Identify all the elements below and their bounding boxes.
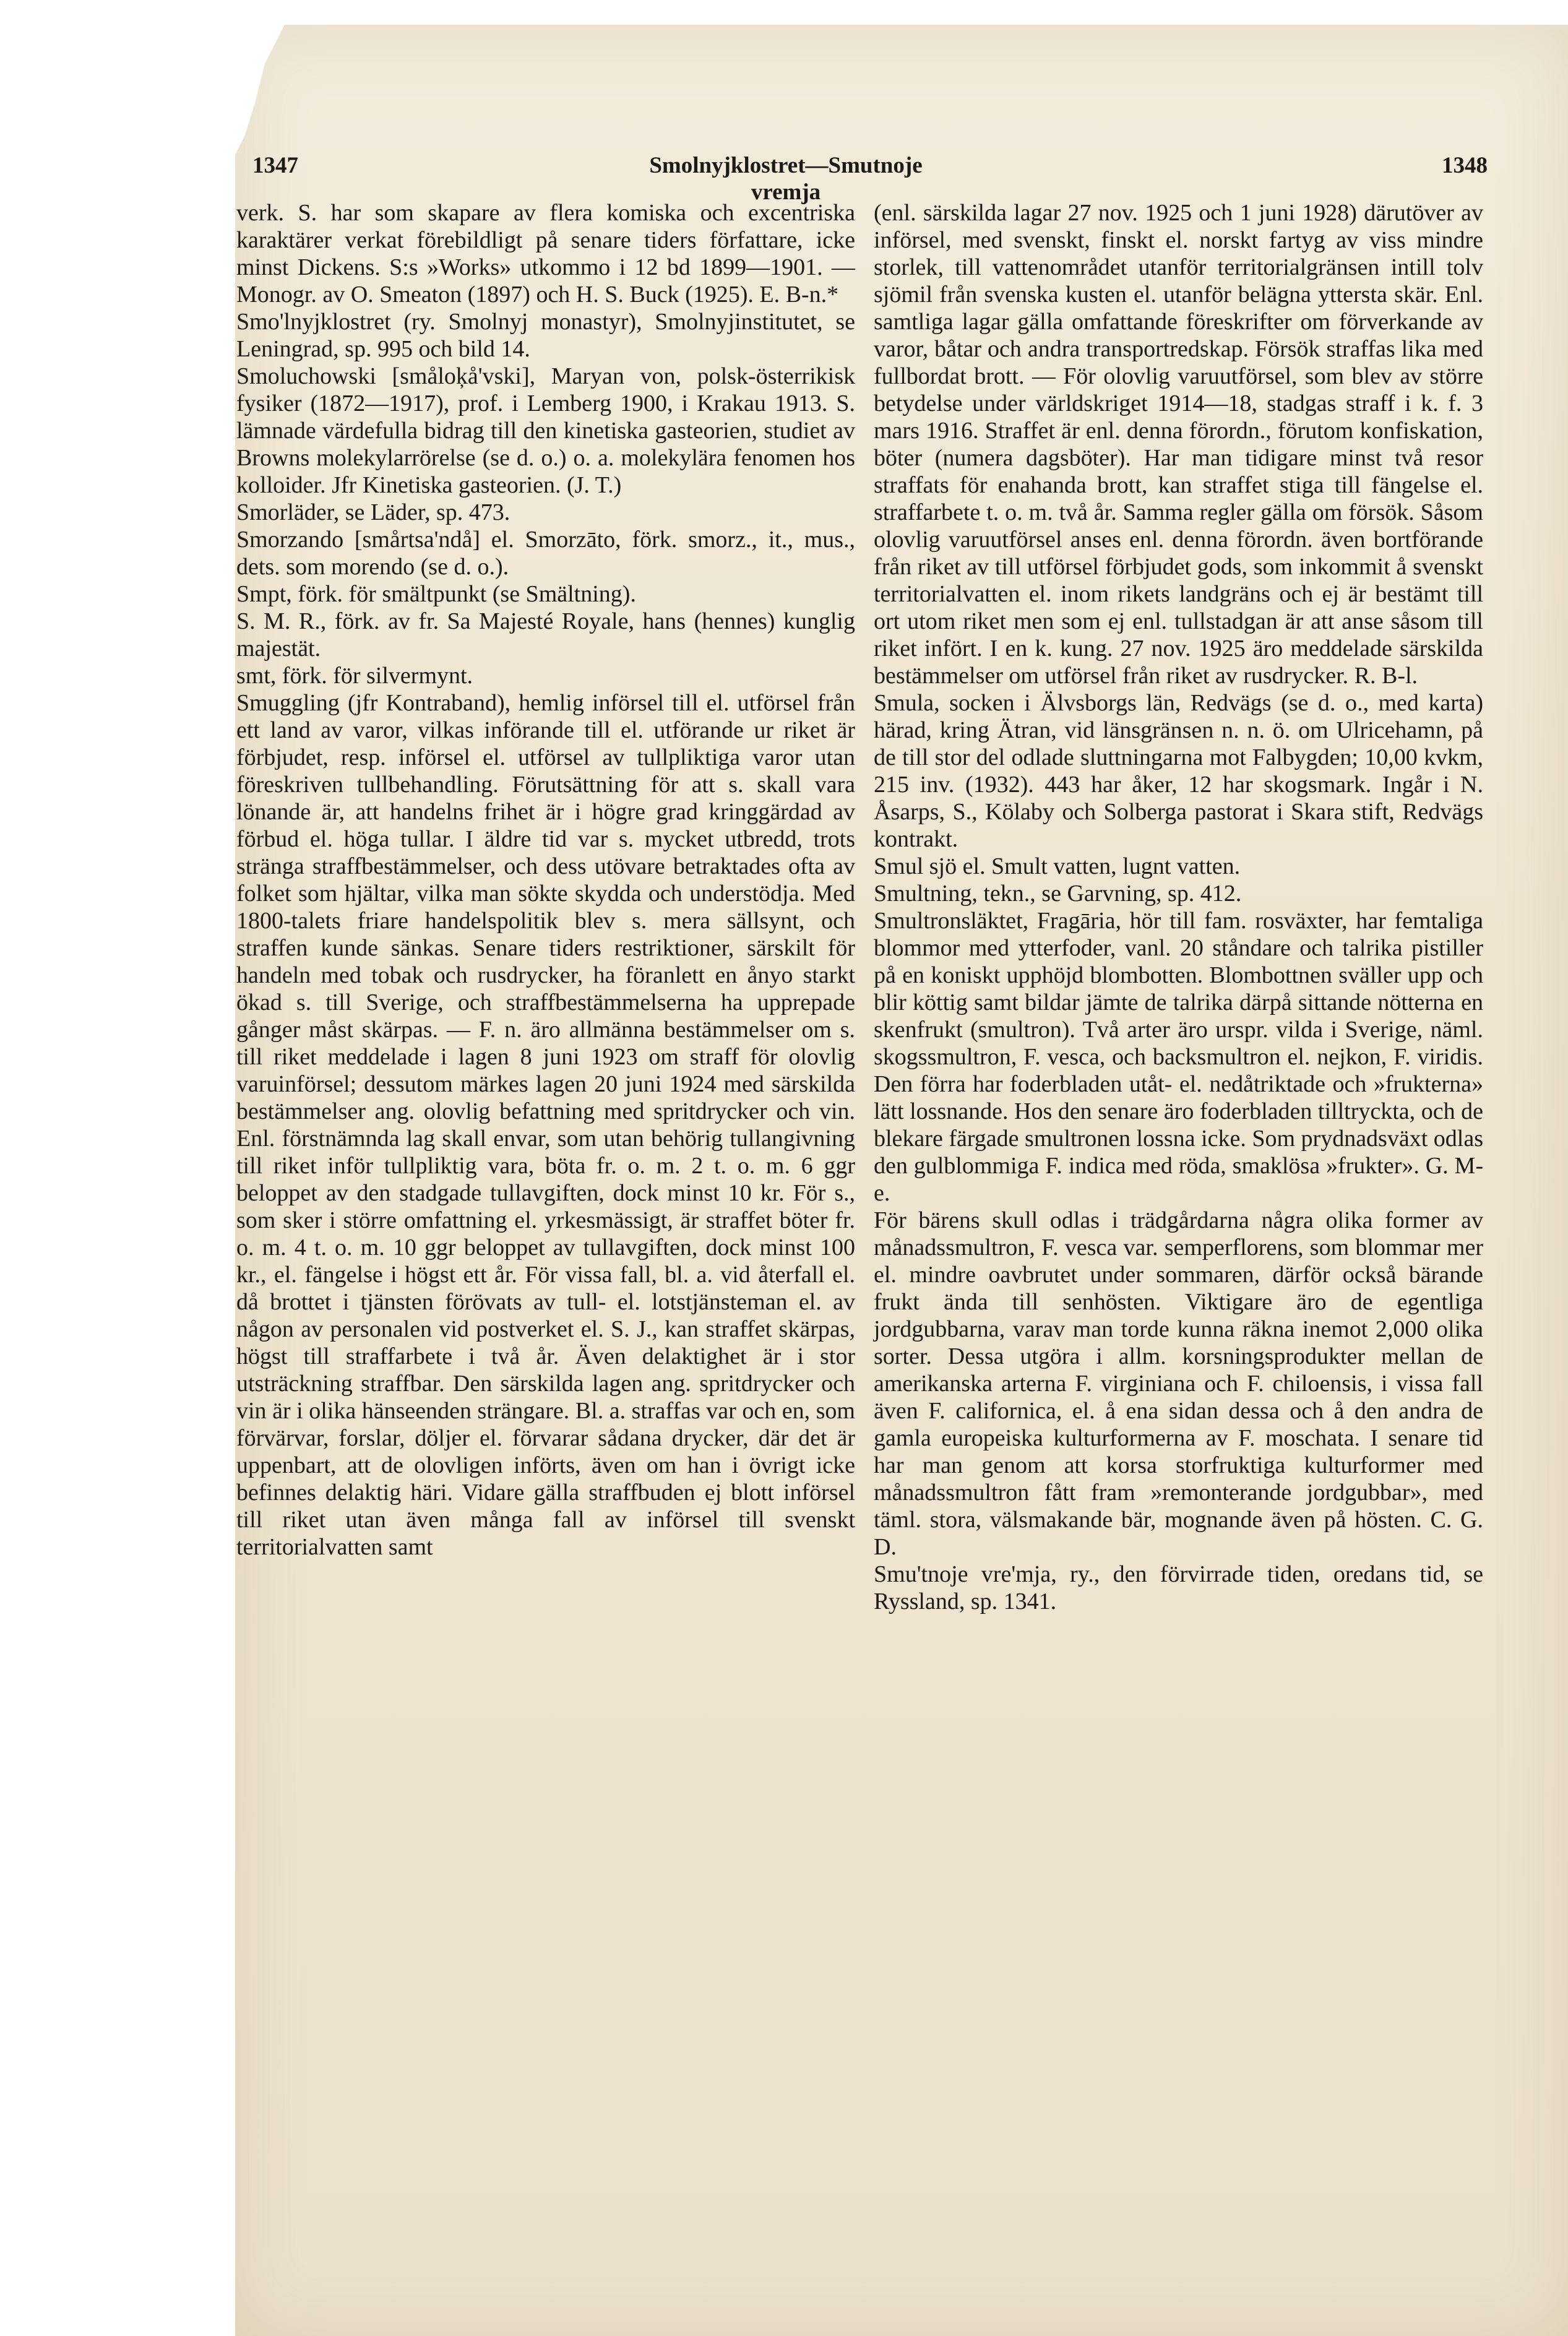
entry-smpt: Smpt, förk. för smältpunkt (se Smältning). — [236, 581, 636, 607]
page-header — [0, 152, 1568, 205]
entry-smultning: Smultning, tekn., se Garvning, sp. 412. — [874, 881, 1242, 907]
entry-smula: Smula, socken i Älvsborgs län, Redvägs (se d. o., med karta) härad, kring Ätran, vid länsgränsen n. n. ö. om Ulricehamn, på de till stor del odlade sluttningarna mot Falbygden; 10,00 kvkm, 215 inv. (1932). 443 har åker, 12 har skogsmark. Ingår i N. Åsarps, S., Kölaby och Solberga pastorat i Skara stift, Redvägs kontrakt. — [874, 690, 1483, 852]
entry-smultronslaktet: Smultronsläktet, Fragāria, hör till fam. rosväxter, har femtaliga blommor med ytterfoder, vanl. 20 ståndare och talrika pistiller på en koniskt upphöjd blombotten. Blombottnen sväller upp och blir köttig samt bildar jämte de talrika därpå sittande nötterna en skenfrukt (smultron). Två arter äro urspr. vilda i Sverige, näml. skogssmultron, F. vesca, och backsmultron el. nejkon, F. viridis. Den förra har foderbladen utåt- el. nedåtriktade och »frukterna» lätt lossnande. Hos den senare äro foderbladen tilltryckta, och de blekare färgade smultronen lossna icke. Som prydnadsväxt odlas den gulblommiga F. indica med röda, smaklösa »frukter». G. M-e. — [874, 908, 1483, 1206]
entry-smoluchowski: Smoluchowski [småloķå'vski], Maryan von, polsk-österrikisk fysiker (1872—1917), prof. i Lemberg 1900, i Krakau 1913. S. lämnade värdefulla bidrag till den kinetiska gasteorien, studiet av Browns molekylarrörelse (se d. o.) o. a. molekylära fenomen hos kolloider. Jfr Kinetiska gasteorien. (J. T.) — [236, 363, 855, 498]
entry-smuggling: Smuggling (jfr Kontraband), hemlig införsel till el. utförsel från ett land av varor, vilkas införande till el. utförande ur riket är förbjudet, resp. införsel el. utförsel av tullpliktiga varor utan föreskriven tullbehandling. Förutsättning för att s. skall vara lönande är, att handelns frihet är i högre grad kringgärdad av förbud el. höga tullar. I äldre tid var s. mycket utbredd, trots stränga straffbestämmelser, och dess utövare betraktades ofta av folket som hjältar, vilka man sökte skydda och understödja. Med 1800-talets friare handelspolitik blev s. mera sällsynt, och straffen kunde sänkas. Senare tiders restriktioner, särskilt för handeln med tobak och rusdrycker, ha föranlett en ånyo starkt ökad s. till Sverige, och straffbestämmelserna ha upprepade gånger måst skärpas. — F. n. äro allmänna bestämmelser om s. till riket meddelade i lagen 8 juni 1923 om straff för olovlig varuinförsel; dessutom märkes lagen 20 juni 1924 med särskilda bestämmelser ang. olovlig befattning med spritdrycker och vin. Enl. förstnämnda lag skall envar, som utan behörig tullangivning till riket inför tullpliktig vara, böta fr. o. m. 2 t. o. m. 6 ggr beloppet av den stadgade tullavgiften, dock minst 10 kr. För s., som sker i större omfattning el. yrkesmässigt, är straffet böter fr. o. m. 4 t. o. m. 10 ggr beloppet av tullavgiften, dock minst 100 kr., el. fängelse i högst ett år. För vissa fall, bl. a. vid återfall el. då brottet i tjänsten förövats av tull- el. lotstjänsteman el. av någon av personalen vid postverket el. S. J., kan straffet skärpas, högst till straffarbete i två år. Även delaktighet är i stor utsträckning straffbar. Den särskilda lagen ang. spritdrycker och vin är i olika hänseenden strängare. Bl. a. straffas var och en, som förvärvar, forslar, döljer el. förvarar sådana drycker, där det är uppenbart, att de olovligen införts, även om han i övrigt icke befinnes delaktig häri. Vidare gälla straffbuden ej blott införsel till riket utan även många fall av införsel till svenskt territorialvatten samt — [236, 690, 855, 1560]
entry-smultronslaktet-cultivation: För bärens skull odlas i trädgårdarna några olika former av månadssmultron, F. vesca var. semperflorens, som blommar mer el. mindre oavbrutet under sommaren, därför också bärande frukt ända till senhösten. Viktigare äro de egentliga jordgubbarna, varav man torde kunna räkna inemot 2,000 olika sorter. Dessa utgöra i allm. korsningsprodukter mellan de amerikanska arterna F. virginiana och F. chiloensis, i vissa fall även F. californica, el. å ena sidan dessa och å den andra de gamla europeiska kulturformerna av F. moschata. I senare tid har man genom att korsa storfruktiga kulturformer med månadssmultron fått fram »remonterande jordgubbar», med täml. stora, välsmakande bär, mognande även på hösten. C. G. D. — [874, 1207, 1483, 1560]
entry-smolnyjklostret: Smo'lnyjklostret (ry. Smolnyj monastyr), Smolnyjinstitutet, se Leningrad, sp. 995 och bild 14. — [236, 309, 855, 362]
right-column-number: 1348 — [1442, 153, 1488, 178]
entry-smuggling-continued: (enl. särskilda lagar 27 nov. 1925 och 1 juni 1928) därutöver av införsel, med svenskt, finskt el. norskt fartyg av viss mindre storlek, till vattenområdet utanför territorialgränsen intill tolv sjömil från svenska kusten el. utanför belägna yttersta skär. Enl. samtliga lagar gälla omfattande föreskrifter om förverkande av varor, båtar och andra transportredskap. Försök straffas lika med fullbordat brott. — För olovlig varuutförsel, som blev av större betydelse under världskriget 1914—18, stadgas straff i k. f. 3 mars 1916. Straffet är enl. denna förordn., förutom konfiskation, böter (numera dagsböter). Har man tidigare minst två resor straffats för enahanda brott, kan straffet stiga till fängelse el. straffarbete t. o. m. två år. Samma regler gälla om försök. Såsom olovlig varuutförsel anses enl. denna förordn. även bortförande från riket av till utförsel förbjudet gods, som inkommit å svenskt territorialvatten el. inom rikets landgräns och ej är bestämt till ort utom riket men som ej enl. tullstadgan är att anse såsom till riket infört. I en k. kung. 27 nov. 1925 äro meddelade särskilda bestämmelser om utförsel från riket av rusdrycker. R. B-l. — [874, 200, 1483, 689]
right-column — [874, 199, 1483, 1615]
entry-smr: S. M. R., förk. av fr. Sa Majesté Royale, hans (hennes) kunglig majestät. — [236, 608, 855, 662]
entry-smorlader: Smorläder, se Läder, sp. 473. — [236, 499, 510, 525]
running-head: Smolnyjklostret—Smutnoje vremja — [649, 153, 923, 205]
left-column-number: 1347 — [252, 153, 298, 178]
entry-smt: smt, förk. för silvermynt. — [236, 663, 473, 689]
entry-continuation: verk. S. har som skapare av flera komiska och excentriska karaktärer verkat förebildligt på senare tiders författare, icke minst Dickens. S:s »Works» utkommo i 12 bd 1899—1901. — Monogr. av O. Smeaton (1897) och H. S. Buck (1925). E. B-n.* — [236, 200, 855, 308]
entry-smutnoje-vremja: Smu'tnoje vre'mja, ry., den förvirrade tiden, oredans tid, se Ryssland, sp. 1341. — [874, 1561, 1483, 1614]
entry-smorzando: Smorzando [smårtsa'ndå] el. Smorzāto, förk. smorz., it., mus., dets. som morendo (se d. o.). — [236, 527, 855, 580]
left-column — [236, 199, 855, 1561]
entry-smul-sjo: Smul sjö el. Smult vatten, lugnt vatten. — [874, 853, 1241, 879]
